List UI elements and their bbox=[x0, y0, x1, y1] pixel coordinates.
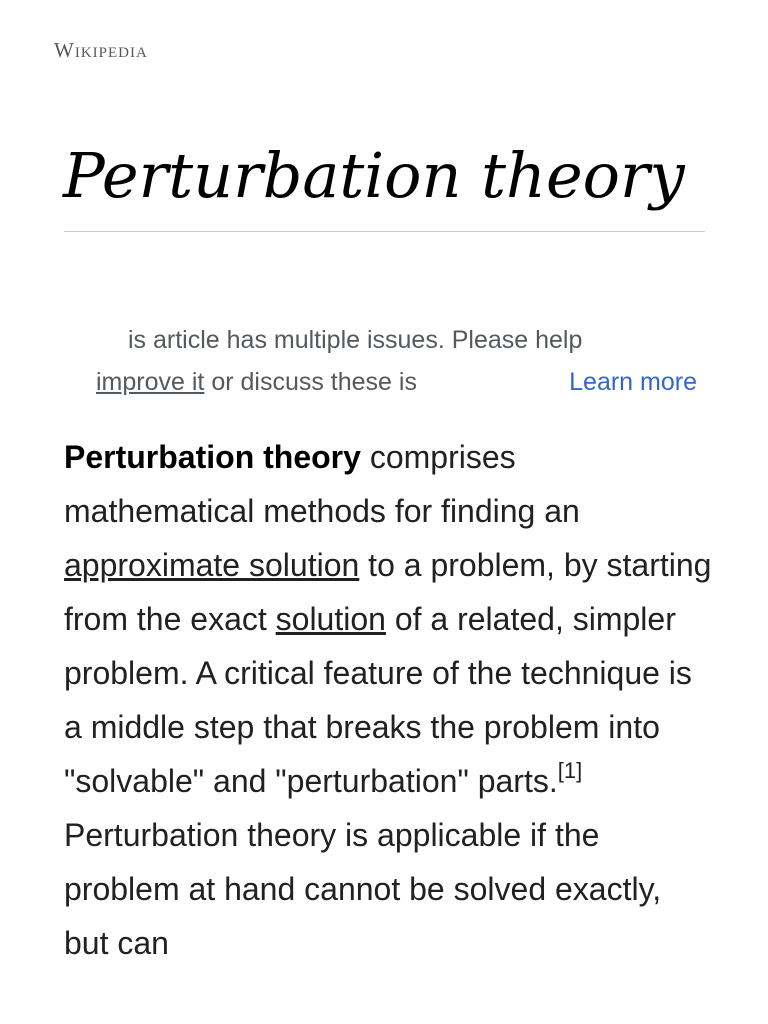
bold-term: Perturbation theory bbox=[64, 439, 361, 475]
lead-paragraph bbox=[64, 430, 714, 970]
issues-text-line1: is article has multiple issues. Please help bbox=[128, 326, 583, 354]
solution-link[interactable]: solution bbox=[275, 601, 386, 637]
paragraph-text-1: comprises mathematical methods for finding an bbox=[64, 439, 580, 529]
paragraph-text-4: Perturbation theory is applicable if the problem at hand cannot be solved exactly, but can bbox=[64, 817, 662, 961]
page-title: Perturbation theory bbox=[63, 139, 685, 212]
paragraph-text-3: of a related, simpler problem. A critical feature of the technique is a middle step that breaks the problem into "solvable" and "perturbation" parts. bbox=[64, 601, 692, 799]
reference-superscript[interactable] bbox=[558, 758, 582, 783]
title-divider bbox=[64, 231, 705, 232]
reference-link[interactable]: [1] bbox=[557, 758, 583, 783]
issues-text-rest: or discuss these is bbox=[204, 368, 417, 396]
issues-text-line2 bbox=[96, 368, 448, 397]
improve-it-link[interactable]: improve it bbox=[96, 368, 205, 396]
learn-more-link[interactable]: Learn more bbox=[569, 368, 697, 396]
approximate-solution-link[interactable]: approximate solution bbox=[64, 547, 360, 583]
multiple-issues-notice[interactable] bbox=[64, 318, 705, 408]
paragraph-text-2: to a problem, by starting from the exact bbox=[64, 547, 712, 637]
wikipedia-logo[interactable]: Wikipedia bbox=[54, 38, 148, 62]
